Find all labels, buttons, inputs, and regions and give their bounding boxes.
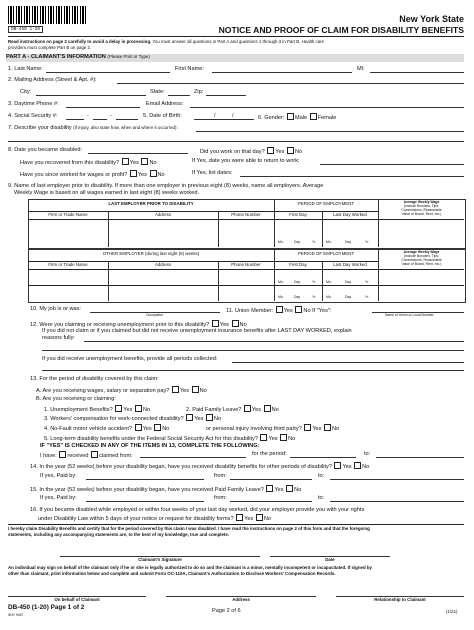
- ssn-part-1[interactable]: [66, 119, 84, 120]
- period-heading: PERIOD OF EMPLOYMENT: [297, 201, 355, 206]
- address-col-header: Address: [154, 212, 172, 217]
- if-yes-instruction: IF "YES" IS CHECKED IN ANY OF THE ITEMS IN 13, COMPLETE THE FOLLOWING:: [40, 443, 260, 449]
- recovered-no-checkbox[interactable]: [141, 158, 148, 165]
- prior-pfl-from-label: from:: [214, 495, 227, 501]
- last-name-field[interactable]: [46, 72, 170, 73]
- signature-date-label: Date: [325, 557, 335, 562]
- firm-col-header: Firm or Trade Name: [48, 212, 88, 217]
- ssd-question: 5. Long-term disability benefits under the Federal Social Security Act for this disability? Yes No: [44, 436, 296, 442]
- certification-text-2: statements, including any accompanying statements are, to the best of my knowledge, true and complete.: [8, 532, 230, 537]
- prior-disability-yes-checkbox[interactable]: [334, 462, 341, 469]
- wages-question: A. Are you receiving wages, salary or separation pay? Yes No: [36, 388, 207, 394]
- no-fault-yes-checkbox[interactable]: [135, 424, 142, 431]
- union-caption: Name of Union or Local Number: [385, 313, 434, 317]
- prior-disability-no-checkbox[interactable]: [354, 462, 361, 469]
- prior-disability-to-field[interactable]: [330, 479, 464, 480]
- footer-form-number: DB-450 (1-20) Page 1 of 2: [8, 604, 85, 611]
- last-day-col-header-2: Last Day Worked: [333, 262, 367, 267]
- recovered-yes-checkbox[interactable]: [122, 158, 129, 165]
- last-name-label: 1. Last Name:: [8, 66, 43, 72]
- ui-benefits-no-checkbox[interactable]: [135, 405, 142, 412]
- date-day-label: Day: [294, 240, 301, 244]
- avg-wage-note-3: Value of Board, Rent, etc.): [401, 212, 442, 216]
- date-day-label: Day: [294, 295, 301, 299]
- prior-pfl-yes-checkbox[interactable]: [266, 485, 273, 492]
- prior-pfl-to-label: to:: [318, 495, 325, 501]
- female-checkbox[interactable]: [310, 113, 317, 120]
- employer-rights-yes-checkbox[interactable]: [236, 514, 243, 521]
- authorization-note-2: other than claimant, print information below and complete and submit Form OC-110A, Claimant's Authorization to Disclose Workers' Compensation Records.: [8, 571, 336, 576]
- email-label: Email Address:: [146, 101, 184, 107]
- date-mo-label: Mo.: [278, 240, 284, 244]
- table-rule: [28, 219, 464, 220]
- avg-wage-note-2: Commissions, Reasonable: [401, 208, 442, 212]
- disability-description-line-2[interactable]: [8, 141, 464, 142]
- employer-instructions-1: 9. Name of last employer prior to disability. If more than one employer in previous eight (8) weeks, name all employers. Average: [8, 183, 324, 189]
- dob-label: 5. Date of Birth:: [143, 113, 182, 119]
- dob-slash-1: /: [214, 113, 216, 119]
- instructions-line-1: Read instructions on page 2 carefully to avoid a delay in processing. You must answer all questions in Part A and questions 1 through 3 in Part B. Health care: [8, 39, 325, 44]
- unemployment-periods-line-2[interactable]: [42, 370, 464, 371]
- male-checkbox[interactable]: [287, 113, 294, 120]
- prior-disability-paid-by-label: If yes, Paid by:: [40, 473, 77, 479]
- date-disabled-field[interactable]: [88, 153, 188, 154]
- phone-field[interactable]: [66, 107, 140, 108]
- ssn-part-3[interactable]: [116, 119, 138, 120]
- ssn-label: 4. Social Security #:: [8, 113, 58, 119]
- return-to-work-label: If Yes, date you were able to return to work:: [192, 158, 300, 164]
- claimed-checkbox[interactable]: [91, 451, 98, 458]
- union-no-checkbox[interactable]: [295, 306, 302, 313]
- date-disabled-label: 8. Date you became disabled:: [8, 147, 83, 153]
- pfl-no-checkbox[interactable]: [264, 405, 271, 412]
- worked-that-day-no-checkbox[interactable]: [287, 147, 294, 154]
- receiving-claiming-label: B. Are you receiving or claiming:: [36, 396, 116, 402]
- workers-comp-yes-checkbox[interactable]: [186, 414, 193, 421]
- to-label: to:: [364, 451, 371, 457]
- page-title: NOTICE AND PROOF OF CLAIM FOR DISABILITY BENEFITS: [218, 25, 464, 35]
- unemployment-explain-field[interactable]: [84, 341, 464, 342]
- part-a-heading: PART A - CLAIMANT'S INFORMATION (Please Print or Type): [6, 54, 464, 62]
- title-rule: [8, 36, 464, 37]
- table-divider: [274, 249, 275, 301]
- mi-label: MI:: [357, 66, 365, 72]
- date-yr-label: Yr.: [365, 280, 370, 284]
- recovered-question: Have you recovered from this disability? Yes No: [20, 160, 157, 166]
- barcode: [8, 6, 86, 24]
- third-party-yes-checkbox[interactable]: [304, 424, 311, 431]
- received-checkbox[interactable]: [59, 451, 66, 458]
- employer-instructions-2: Weekly Wage is based on all wages earned in last eight (8) weeks worked.: [14, 190, 199, 196]
- first-name-label: First Name:: [175, 66, 204, 72]
- firm-col-header-2: Firm or Trade Name: [48, 262, 88, 267]
- representative-address-label: Address: [232, 597, 250, 602]
- table-rule: [28, 285, 464, 286]
- email-field[interactable]: [190, 107, 464, 108]
- no-fault-no-checkbox[interactable]: [154, 424, 161, 431]
- date-mo-label: Mo.: [326, 280, 332, 284]
- list-dates-field[interactable]: [240, 176, 464, 177]
- date-yr-label: Yr.: [312, 295, 317, 299]
- last-employer-heading: LAST EMPLOYER PRIOR TO DISABILITY: [108, 201, 194, 206]
- unemployment-yes-checkbox[interactable]: [212, 320, 219, 327]
- for-period-label: for the period:: [252, 451, 287, 457]
- wages-yes-checkbox[interactable]: [172, 386, 179, 393]
- ssn-part-2[interactable]: [93, 119, 107, 120]
- zip-field[interactable]: [206, 95, 246, 96]
- zip-label: Zip:: [194, 89, 204, 95]
- ui-benefits-yes-checkbox[interactable]: [115, 405, 122, 412]
- prior-pfl-from-field[interactable]: [230, 501, 312, 502]
- job-label: 10. My job is or was:: [30, 306, 81, 312]
- pfl-yes-checkbox[interactable]: [244, 405, 251, 412]
- worked-that-day-yes-checkbox[interactable]: [267, 147, 274, 154]
- prior-disability-question: 14. In the year (52 weeks) before your disability began, have you received disability benefits for other periods of disability? Yes No: [30, 464, 370, 470]
- workers-comp-question: 3. Workers' compensation for work-connected disability? Yes No: [44, 416, 222, 422]
- avg-wage-note-6: Value of Board, Rent, etc.): [401, 262, 442, 266]
- prior-pfl-question: 15. In the year (52 weeks) before your disability began, have you received Paid Family Leave? Yes No: [30, 487, 302, 493]
- union-member-question: 11. Union Member: Yes No If "Yes":: [226, 308, 332, 314]
- date-yr-label: Yr.: [365, 240, 370, 244]
- gender-label: 6. Gender: Male Female: [258, 115, 337, 121]
- prior-pfl-no-checkbox[interactable]: [286, 485, 293, 492]
- worked-since-question: Have you since worked for wages or profit? Yes No: [20, 172, 165, 178]
- first-name-field[interactable]: [212, 72, 352, 73]
- ssd-no-checkbox[interactable]: [280, 434, 287, 441]
- state-field-label: State:: [150, 89, 165, 95]
- dob-field[interactable]: [194, 119, 254, 120]
- other-employer-heading: OTHER EMPLOYER (during last eight (8) weeks): [102, 251, 200, 256]
- certification-rule: [8, 524, 464, 525]
- avg-wage-note-1: (include Bonuses, Tips,: [403, 204, 440, 208]
- q13-label: 13. For the period of disability covered by this claim:: [30, 376, 159, 382]
- prior-disability-to-label: to:: [318, 473, 325, 479]
- disability-description-label: 7. Describe your disability (if injury, also state how, when and where it occurred):: [8, 125, 178, 131]
- city-label: City:: [20, 89, 32, 95]
- date-mo-label: Mo.: [326, 240, 332, 244]
- unemployment-question: 12. Were you claiming or receiving unemployment prior to this disability? Yes No: [30, 322, 247, 328]
- return-to-work-field[interactable]: [320, 164, 464, 165]
- period-heading-2: PERIOD OF EMPLOYMENT: [297, 251, 355, 256]
- on-behalf-label: On behalf of Claimant: [54, 597, 100, 602]
- date-day-label: Day: [345, 295, 352, 299]
- unemployment-no-checkbox[interactable]: [232, 320, 239, 327]
- footer-sny: SNY 9457: [8, 613, 24, 617]
- footer-revision: (1/21): [446, 609, 458, 614]
- date-yr-label: Yr.: [312, 240, 317, 244]
- state-label: New York State: [399, 14, 464, 24]
- avg-wage-note-4: (include Bonuses, Tips,: [403, 254, 440, 258]
- certification-text-1: I hereby claim Disability Benefits and certify that for the period covered by this claim I was disabled. I have read the instructions on page 2 of this form and that the foregoing: [8, 526, 370, 531]
- wages-no-checkbox[interactable]: [192, 386, 199, 393]
- union-yes-checkbox[interactable]: [276, 306, 283, 313]
- disability-description-field[interactable]: [196, 131, 464, 132]
- date-day-label: Day: [345, 280, 352, 284]
- phone-col-header-2: Phone Number: [231, 262, 261, 267]
- state-field[interactable]: [168, 95, 190, 96]
- address-col-header-2: Address: [154, 262, 172, 267]
- for-period-end-field[interactable]: [376, 457, 464, 458]
- prior-disability-from-label: from:: [214, 473, 227, 479]
- relationship-label: Relationship to Claimant: [374, 597, 426, 602]
- employer-rights-no-checkbox[interactable]: [256, 514, 263, 521]
- unemployment-explain-2: reasons fully:: [42, 335, 75, 341]
- occupation-caption: Occupation: [146, 313, 164, 317]
- workers-comp-no-checkbox[interactable]: [206, 414, 213, 421]
- table-divider: [108, 261, 109, 301]
- ssn-dash-2: -: [110, 113, 112, 119]
- city-field[interactable]: [36, 95, 146, 96]
- avg-wage-heading: Average Weekly Wage: [403, 200, 440, 204]
- last-day-col-header: Last Day Worked: [333, 212, 367, 217]
- third-party-question: or personal injury involving third party? Yes No: [206, 426, 340, 432]
- employer-rights-question-1: 16. If you became disabled while employed or within four weeks of your last day worked, did your employer provide you with your rights: [30, 507, 365, 513]
- third-party-no-checkbox[interactable]: [324, 424, 331, 431]
- date-day-label: Day: [345, 240, 352, 244]
- phone-col-header: Phone Number: [231, 212, 261, 217]
- list-dates-label: If Yes, list dates:: [192, 170, 233, 176]
- prior-pfl-paid-by-field[interactable]: [86, 501, 204, 502]
- footer-page-number: Page 2 of 6: [212, 608, 241, 614]
- work-that-day-question: Did you work on that day? Yes No: [200, 149, 303, 155]
- table-divider: [218, 261, 219, 301]
- unemployment-periods-label: If you did receive unemployment benefits, provide all periods collected:: [42, 356, 218, 362]
- table-divider: [322, 261, 323, 301]
- first-day-col-header: First Day: [289, 212, 307, 217]
- table-divider: [274, 199, 275, 247]
- date-mo-label: Mo.: [278, 280, 284, 284]
- avg-wage-heading-2: Average Weekly Wage: [403, 250, 440, 254]
- mailing-address-field[interactable]: [117, 83, 464, 84]
- prior-disability-from-field[interactable]: [230, 479, 312, 480]
- avg-wage-note-5: Commissions, Reasonable: [401, 258, 442, 262]
- ssd-yes-checkbox[interactable]: [260, 434, 267, 441]
- date-mo-label: Mo.: [326, 295, 332, 299]
- table-rule: [28, 269, 464, 270]
- ui-benefits-question: 1. Unemployment Benefits? Yes No: [44, 407, 151, 413]
- form-id-label: DB-450 1-20: [8, 26, 43, 33]
- dob-slash-2: /: [232, 113, 234, 119]
- authorization-note-1: An individual may sign on behalf of the claimant only if he or she is legally authorized to do so and the claimant is a minor, mentally incompetent or incapacitated. If signed by: [8, 565, 373, 570]
- prior-pfl-to-field[interactable]: [330, 501, 464, 502]
- unemployment-explain-line-2[interactable]: [42, 350, 464, 351]
- have-received-from-field[interactable]: [140, 457, 246, 458]
- date-yr-label: Yr.: [312, 280, 317, 284]
- ssn-dash-1: -: [87, 113, 89, 119]
- date-day-label: Day: [294, 280, 301, 284]
- first-day-col-header-2: First Day: [289, 262, 307, 267]
- date-mo-label: Mo.: [278, 295, 284, 299]
- date-yr-label: Yr.: [365, 295, 370, 299]
- have-received-row: I have: received claimed from:: [40, 453, 133, 459]
- pfl-question: 2. Paid Family Leave? Yes No: [186, 407, 279, 413]
- unemployment-explain-1: If you did not claim or if you claimed but did not receive unemployment insurance benefits after LAST DAY WORKED, explain: [42, 328, 352, 334]
- prior-disability-paid-by-field[interactable]: [86, 479, 204, 480]
- claimant-signature-label: Claimant's Signature: [138, 557, 182, 562]
- worked-since-yes-checkbox[interactable]: [130, 170, 137, 177]
- no-fault-question: 4. No-Fault motor vehicle accident? Yes No: [44, 426, 170, 432]
- for-period-start-field[interactable]: [290, 457, 356, 458]
- instructions-line-2: providers must complete Part B on page 2.: [8, 45, 92, 50]
- unemployment-periods-field[interactable]: [232, 362, 464, 363]
- employer-rights-question-2: under Disability Law within 5 days of your notice or request for disability forms? Yes No: [38, 516, 271, 522]
- mi-field[interactable]: [370, 72, 464, 73]
- worked-since-no-checkbox[interactable]: [150, 170, 157, 177]
- mailing-address-label: 2. Mailing Address (Street & Apt. #):: [8, 77, 97, 83]
- phone-label: 3. Daytime Phone #:: [8, 101, 59, 107]
- prior-pfl-paid-by-label: If yes, Paid by:: [40, 495, 77, 501]
